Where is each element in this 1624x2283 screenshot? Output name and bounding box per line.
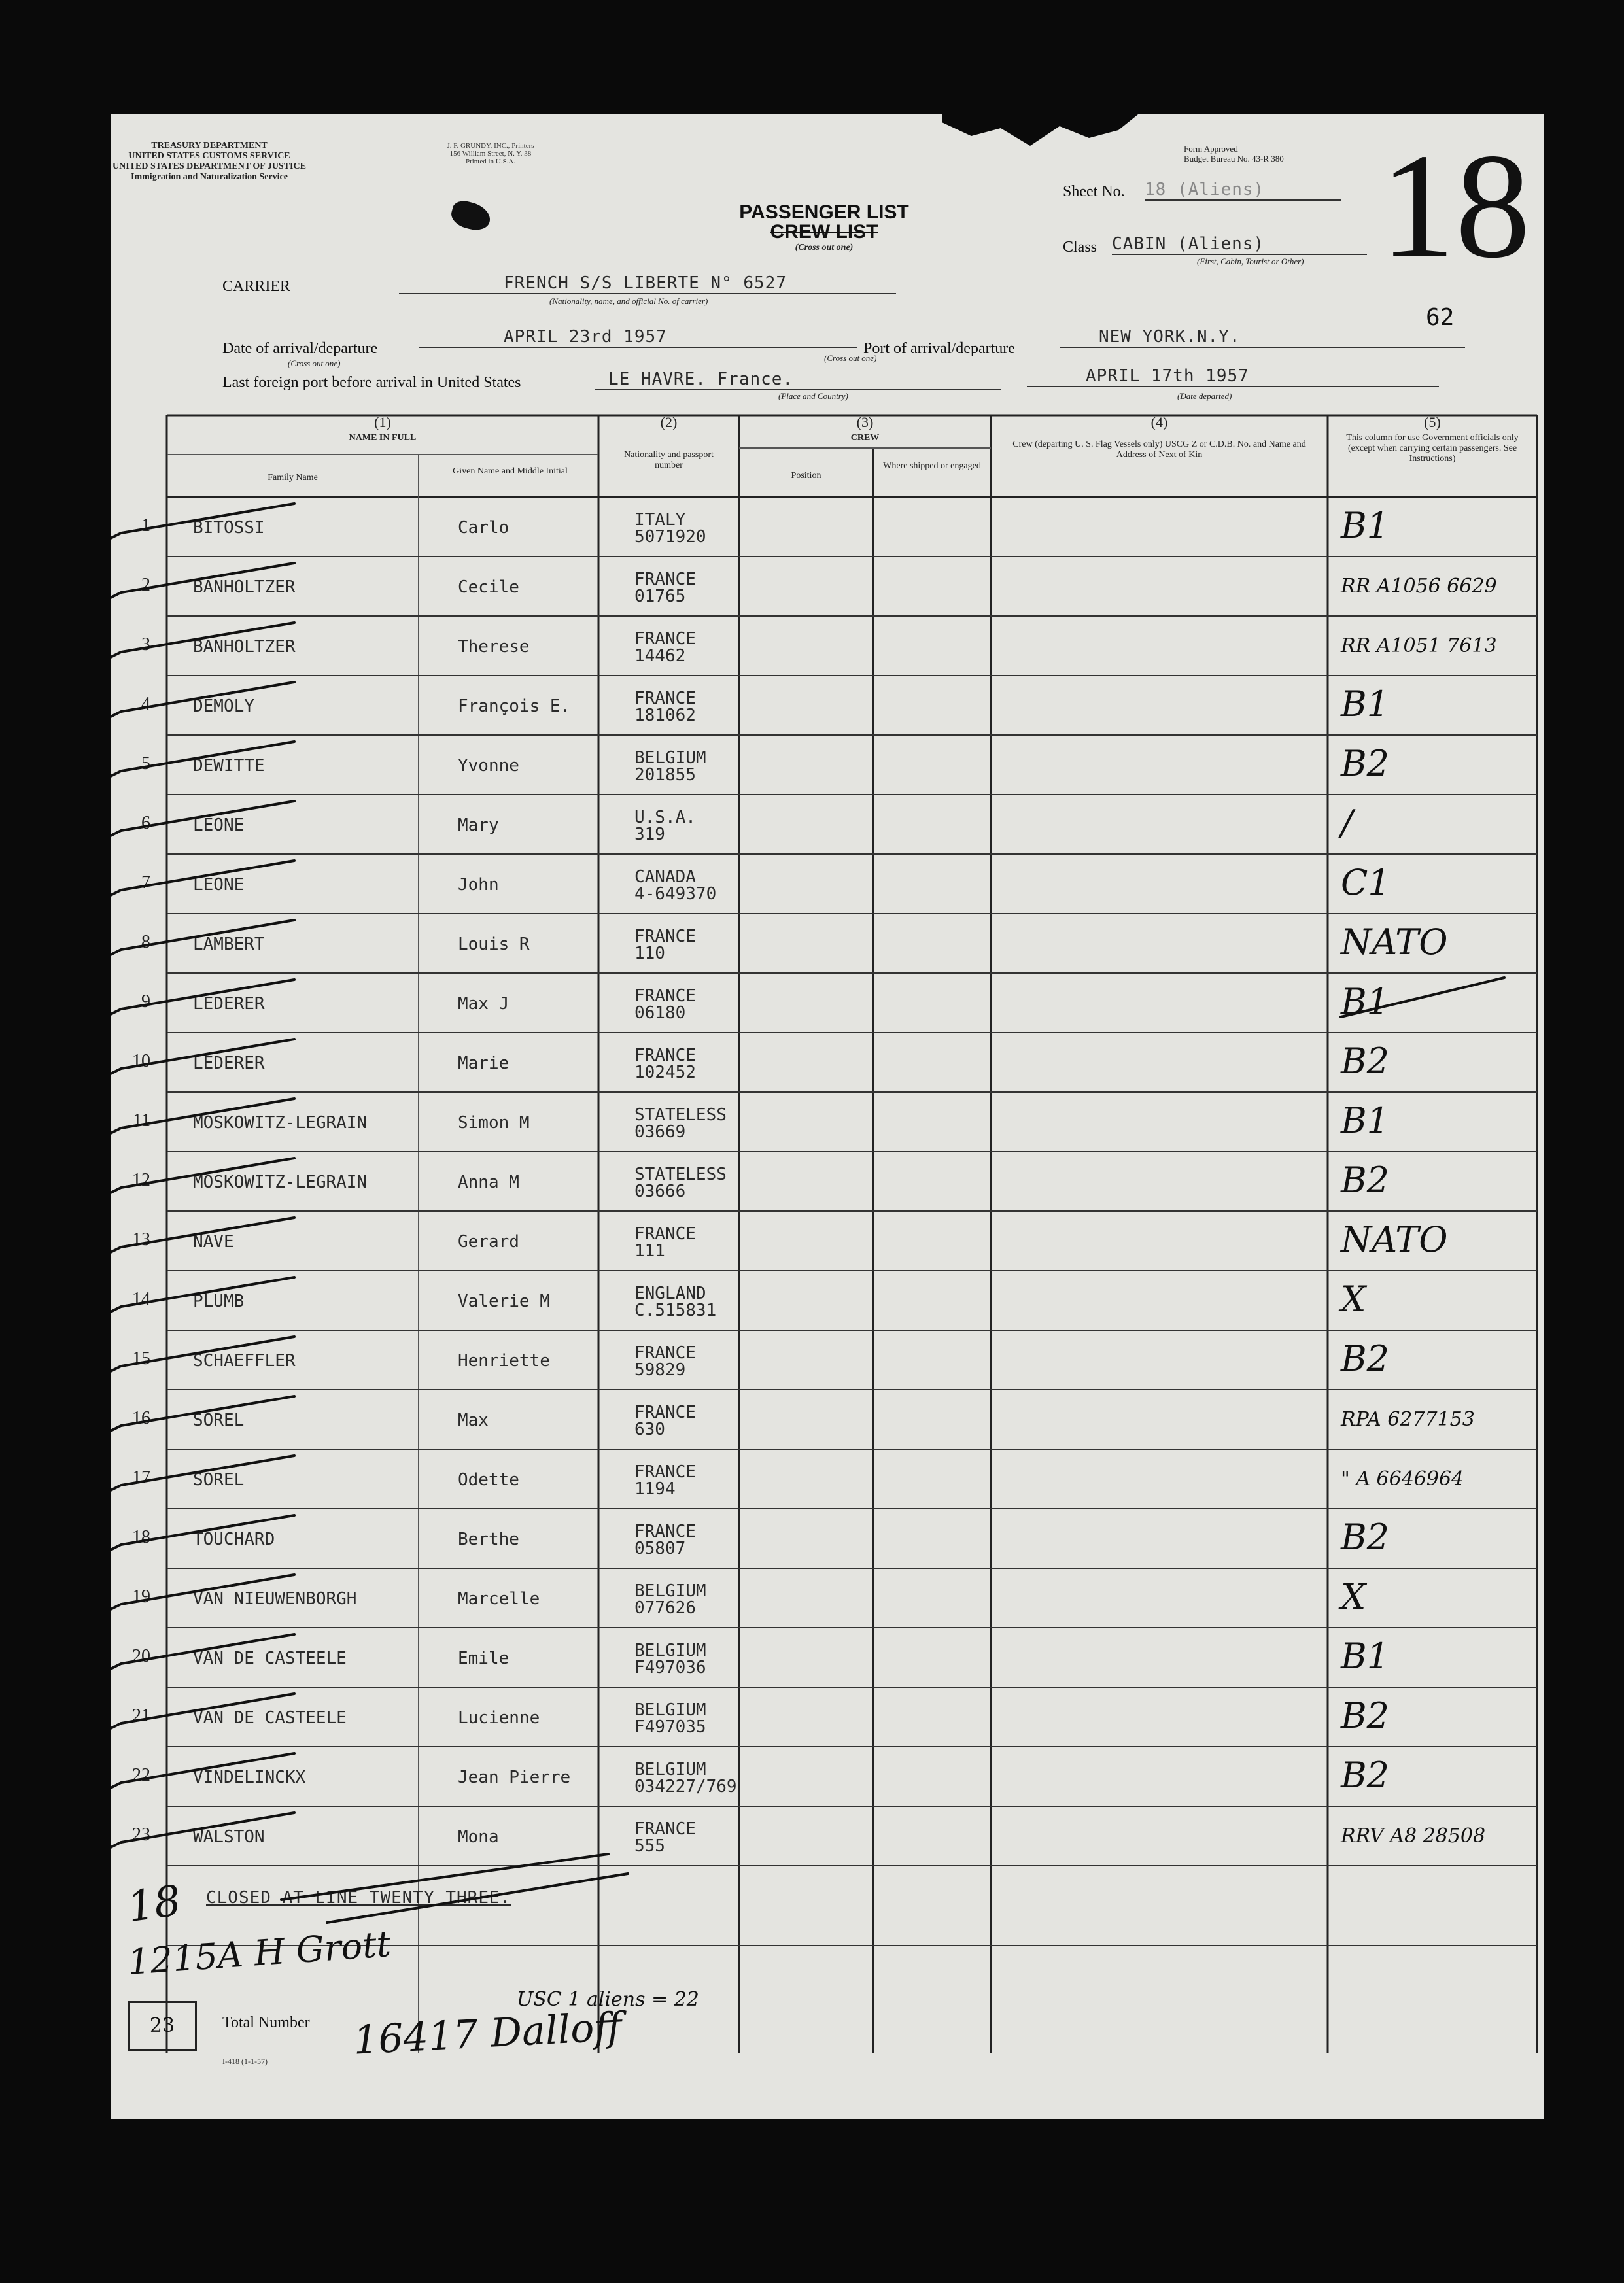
passport-number: 077626 (634, 1598, 696, 1618)
line-number: 20 (132, 1646, 150, 1666)
given-name: Max (458, 1411, 489, 1430)
family-name: SOREL (193, 1411, 245, 1430)
line-number: 22 (132, 1765, 150, 1785)
line-number: 1 (141, 515, 150, 536)
nationality: FRANCE (634, 1343, 696, 1363)
pencil-check (111, 623, 294, 665)
nationality: BELGIUM (634, 1760, 706, 1779)
line-number: 7 (141, 872, 150, 893)
official-mark: B1 (1341, 683, 1390, 725)
passport-number: 110 (634, 944, 665, 963)
nationality: FRANCE (634, 1462, 696, 1482)
official-mark: NATO (1341, 1219, 1448, 1260)
nationality: FRANCE (634, 570, 696, 589)
nationality: BELGIUM (634, 1641, 706, 1660)
title-passenger-list: PASSENGER LIST (739, 201, 909, 223)
official-mark: B2 (1341, 1695, 1390, 1736)
date-label: Date of arrival/departure (222, 340, 378, 357)
line-number: 6 (141, 813, 150, 833)
nationality: BELGIUM (634, 1700, 706, 1720)
family-name: SCHAEFFLER (193, 1351, 296, 1371)
margin-18: 18 (124, 1876, 184, 1932)
official-mark: B2 (1341, 743, 1390, 784)
given-name: Emile (458, 1649, 510, 1668)
given-name: Mona (458, 1827, 499, 1847)
line-number: 21 (132, 1706, 150, 1726)
departed-note: (Date departed) (1177, 391, 1232, 401)
given-name: Valerie M (458, 1292, 550, 1311)
official-mark: B2 (1341, 1755, 1390, 1796)
family-name: LEDERER (193, 1054, 265, 1073)
col4-number: (4) (1150, 414, 1168, 430)
port-label: Port of arrival/departure (863, 340, 1015, 357)
official-mark: B2 (1341, 1159, 1390, 1201)
pencil-marks (111, 114, 1544, 2119)
given-name: François E. (458, 696, 571, 716)
nationality: ITALY (634, 510, 686, 530)
passport-number: F497035 (634, 1717, 706, 1737)
family-name: MOSKOWITZ-LEGRAIN (193, 1173, 368, 1192)
carrier-label: CARRIER (222, 278, 291, 295)
passport-number: 102452 (634, 1063, 696, 1082)
line-number: 23 (132, 1825, 150, 1845)
official-mark: B2 (1341, 1040, 1390, 1082)
col5-title: This column for use Government officials only (except when carrying certain passengers. See Instructions) (1346, 433, 1519, 464)
passport-number: 06180 (634, 1003, 686, 1023)
total-label: Total Number (222, 2014, 310, 2031)
family-name: NAVE (193, 1232, 234, 1252)
official-mark: RR A1056 6629 (1341, 575, 1497, 598)
family-name: LEONE (193, 875, 245, 895)
family-name: MOSKOWITZ-LEGRAIN (193, 1113, 368, 1133)
given-name: Louis R (458, 935, 530, 954)
pencil-check (111, 1099, 294, 1141)
family-name: LAMBERT (193, 935, 265, 954)
manifest-sheet (111, 114, 1544, 2119)
passport-number: 03669 (634, 1122, 686, 1142)
passport-number: 59829 (634, 1360, 686, 1380)
departed-value: APRIL 17th 1957 (1027, 366, 1439, 387)
pencil-check (111, 1396, 294, 1439)
family-name: VAN DE CASTEELE (193, 1649, 347, 1668)
given-name: Odette (458, 1470, 519, 1490)
carrier-note: (Nationality, name, and official No. of carrier) (549, 296, 708, 306)
page-number: 62 (1426, 304, 1455, 331)
date-value: APRIL 23rd 1957 (419, 327, 857, 348)
nationality: FRANCE (634, 689, 696, 708)
official-mark: B1 (1341, 981, 1390, 1022)
family-name: VAN NIEUWENBORGH (193, 1589, 357, 1609)
line-number: 3 (141, 634, 150, 655)
dalloff-stamp: 16417 Dalloff (352, 2004, 623, 2064)
pencil-check (111, 682, 294, 725)
passport-number: 201855 (634, 765, 696, 785)
pencil-check (111, 1575, 294, 1617)
line-number: 10 (132, 1051, 150, 1071)
col1-number: (1) (374, 414, 391, 430)
passport-number: F497036 (634, 1658, 706, 1677)
col4-title: Crew (departing U. S. Flag Vessels only) USCG Z or C.D.B. No. and Name and Address of Next of Kin (1012, 439, 1306, 460)
lastport-value: LE HAVRE. France. (595, 369, 1001, 390)
agency-line: Immigration and Naturalization Service (131, 172, 288, 182)
given-name: Simon M (458, 1113, 530, 1133)
given-name: Max J (458, 994, 510, 1014)
passport-number: 630 (634, 1420, 665, 1439)
pencil-check (111, 920, 294, 963)
printer-line: J. F. GRUNDY, INC., Printers (447, 142, 534, 150)
passport-number: 01765 (634, 587, 686, 606)
given-name: Lucienne (458, 1708, 540, 1728)
col2-number: (2) (660, 414, 678, 430)
port-value: NEW YORK.N.Y. (1060, 327, 1465, 348)
nationality: FRANCE (634, 1046, 696, 1065)
official-mark: / (1341, 802, 1353, 844)
given-name: John (458, 875, 499, 895)
title-crew-list: CREW LIST (770, 221, 878, 243)
given-name: Marcelle (458, 1589, 540, 1609)
family-name: WALSTON (193, 1827, 265, 1847)
official-mark: NATO (1341, 921, 1448, 963)
form-number: I-418 (1-1-57) (222, 2057, 268, 2066)
pencil-check (111, 861, 294, 903)
col3b-title: Where shipped or engaged (883, 461, 981, 471)
nationality: BELGIUM (634, 748, 706, 768)
family-name: VAN DE CASTEELE (193, 1708, 347, 1728)
line-number: 4 (141, 694, 150, 714)
passport-number: 181062 (634, 706, 696, 725)
passport-number: 03666 (634, 1182, 686, 1201)
family-name: BANHOLTZER (193, 577, 296, 597)
pencil-check (111, 1039, 294, 1082)
nationality: FRANCE (634, 1522, 696, 1541)
port-note: (Cross out one) (824, 353, 877, 363)
given-name: Carlo (458, 518, 510, 538)
passport-number: 319 (634, 825, 665, 844)
official-mark: X (1341, 1279, 1366, 1320)
pencil-check (111, 1158, 294, 1201)
given-name: Cecile (458, 577, 519, 597)
total-box-value: 23 (149, 2014, 175, 2037)
class-label: Class (1063, 239, 1097, 256)
class-value: CABIN (Aliens) (1112, 234, 1367, 255)
given-name: Mary (458, 815, 499, 835)
col5-number: (5) (1424, 414, 1441, 430)
pencil-check (111, 1277, 294, 1320)
line-number: 9 (141, 991, 150, 1012)
date-note: (Cross out one) (288, 358, 341, 368)
nationality: STATELESS (634, 1165, 727, 1184)
official-mark: C1 (1341, 862, 1391, 903)
line-number: 12 (132, 1170, 150, 1190)
col3-title: CREW (850, 433, 880, 443)
sheet-label: Sheet No. (1063, 183, 1125, 200)
nationality: FRANCE (634, 1403, 696, 1422)
official-mark: RPA 6277153 (1341, 1408, 1475, 1431)
usc-note: USC 1 aliens = 22 (517, 1988, 699, 2011)
given-name: Henriette (458, 1351, 550, 1371)
col1b-title: Given Name and Middle Initial (453, 466, 568, 476)
printer-line: Printed in U.S.A. (465, 158, 516, 165)
official-mark: B1 (1341, 505, 1390, 546)
family-name: SOREL (193, 1470, 245, 1490)
class-note: (First, Cabin, Tourist or Other) (1197, 256, 1304, 266)
nationality: CANADA (634, 867, 696, 887)
pencil-check (111, 1694, 294, 1736)
given-name: Gerard (458, 1232, 519, 1252)
official-mark: B1 (1341, 1100, 1390, 1141)
pencil-check (111, 563, 294, 606)
family-name: LEONE (193, 815, 245, 835)
given-name: Yvonne (458, 756, 519, 776)
pencil-check (111, 504, 294, 546)
passport-number: 05807 (634, 1539, 686, 1558)
pencil-check (111, 980, 294, 1022)
line-number: 5 (141, 753, 150, 774)
big-sheet-number: 18 (1380, 122, 1530, 289)
family-name: BANHOLTZER (193, 637, 296, 657)
nationality: FRANCE (634, 1224, 696, 1244)
passport-number: 5071920 (634, 527, 706, 547)
line-number: 2 (141, 575, 150, 595)
line-number: 18 (132, 1527, 150, 1547)
line-number: 13 (132, 1229, 150, 1250)
form-approved-line: Form Approved (1184, 144, 1238, 154)
pencil-check (111, 1753, 294, 1796)
nationality: ENGLAND (634, 1284, 706, 1303)
line-number: 16 (132, 1408, 150, 1428)
line-number: 11 (133, 1110, 150, 1131)
line-number: 14 (132, 1289, 150, 1309)
line-number: 15 (132, 1348, 150, 1369)
family-name: BITOSSI (193, 518, 265, 538)
family-name: LEDERER (193, 994, 265, 1014)
title-note: (Cross out one) (795, 243, 854, 252)
form-approved-line: Budget Bureau No. 43-R 380 (1184, 154, 1284, 163)
signature: 1215A H Grott (126, 1923, 392, 1983)
family-name: DEWITTE (193, 756, 265, 776)
lastport-note: (Place and Country) (778, 391, 848, 401)
passport-number: 1194 (634, 1479, 676, 1499)
nationality: FRANCE (634, 927, 696, 946)
official-mark: B1 (1341, 1636, 1390, 1677)
pencil-check (111, 1337, 294, 1379)
nationality: FRANCE (634, 986, 696, 1006)
passport-number: C.515831 (634, 1301, 717, 1320)
col1-title: NAME IN FULL (349, 433, 417, 443)
closed-text: CLOSED AT LINE TWENTY THREE. (206, 1888, 511, 1908)
agency-line: TREASURY DEPARTMENT (151, 141, 268, 150)
given-name: Marie (458, 1054, 510, 1073)
pencil-check (111, 1218, 294, 1260)
nationality: BELGIUM (634, 1581, 706, 1601)
pencil-check (111, 742, 294, 784)
official-mark: RRV A8 28508 (1341, 1825, 1486, 1847)
sheet-value: 18 (Aliens) (1145, 180, 1341, 201)
col3-number: (3) (856, 414, 874, 430)
line-number: 19 (132, 1587, 150, 1607)
nationality: FRANCE (634, 629, 696, 649)
official-mark: B2 (1341, 1517, 1390, 1558)
given-name: Therese (458, 637, 530, 657)
col3a-title: Position (791, 471, 821, 481)
printer-line: 156 William Street, N. Y. 38 (449, 150, 532, 158)
official-mark: X (1341, 1576, 1366, 1617)
family-name: DEMOLY (193, 696, 254, 716)
given-name: Jean Pierre (458, 1768, 571, 1787)
given-name: Anna M (458, 1173, 519, 1192)
pencil-check (111, 1813, 294, 1855)
official-mark: RR A1051 7613 (1341, 634, 1497, 657)
family-name: PLUMB (193, 1292, 245, 1311)
nationality: STATELESS (634, 1105, 727, 1125)
agency-line: UNITED STATES DEPARTMENT OF JUSTICE (112, 162, 306, 171)
official-mark: " A 6646964 (1341, 1468, 1464, 1490)
col2-title: Nationality and passport number (624, 450, 714, 470)
passport-number: 555 (634, 1836, 665, 1856)
family-name: TOUCHARD (193, 1530, 275, 1549)
pencil-check (111, 801, 294, 844)
pencil-check (111, 1634, 294, 1677)
nationality: U.S.A. (634, 808, 696, 827)
agency-line: UNITED STATES CUSTOMS SERVICE (128, 151, 290, 161)
pencil-check (111, 1456, 294, 1498)
lastport-label: Last foreign port before arrival in United States (222, 374, 521, 391)
passport-number: 111 (634, 1241, 665, 1261)
passport-number: 14462 (634, 646, 686, 666)
col1a-title: Family Name (268, 473, 318, 483)
nationality: FRANCE (634, 1819, 696, 1839)
pencil-check (111, 1515, 294, 1558)
line-number: 8 (141, 932, 150, 952)
official-mark: B2 (1341, 1338, 1390, 1379)
carrier-value: FRENCH S/S LIBERTE N° 6527 (399, 273, 896, 294)
line-number: 17 (132, 1468, 150, 1488)
passport-number: 034227/769 (634, 1777, 737, 1796)
given-name: Berthe (458, 1530, 519, 1549)
passport-number: 4-649370 (634, 884, 717, 904)
family-name: VINDELINCKX (193, 1768, 306, 1787)
